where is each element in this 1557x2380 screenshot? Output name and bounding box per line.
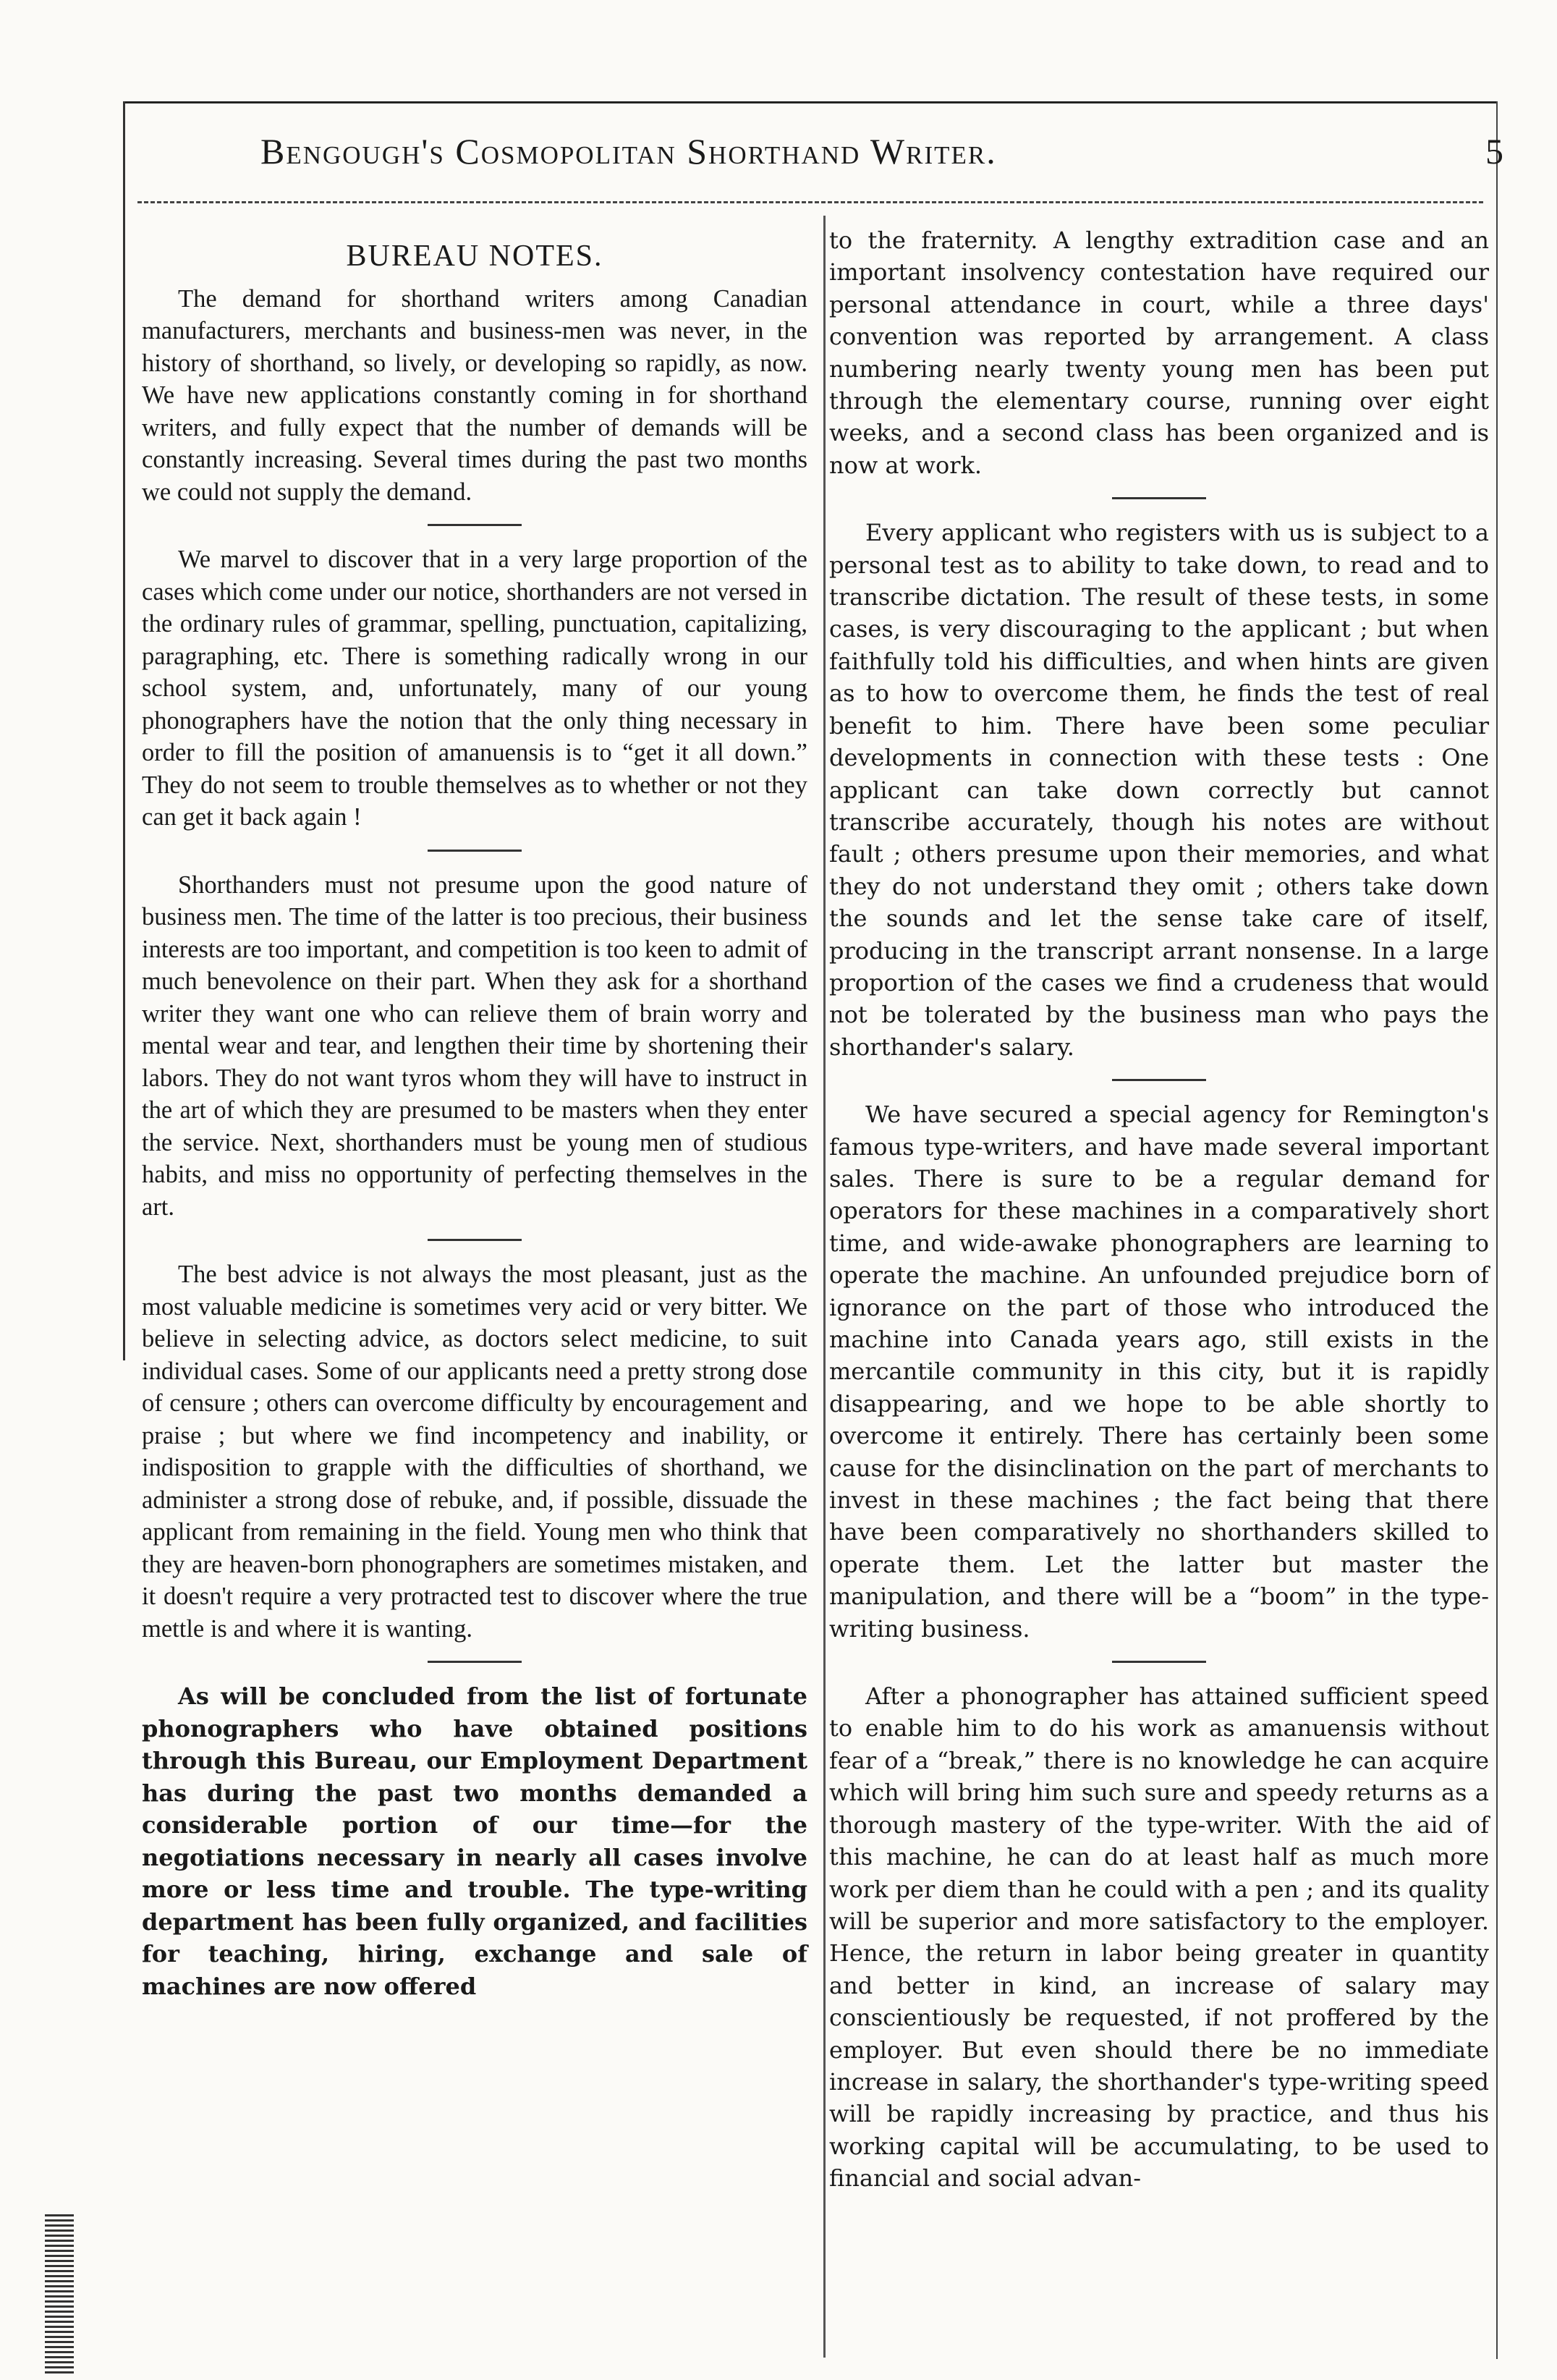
page-number: 5 [1485, 131, 1505, 171]
paragraph-applicant-test: Every applicant who registers with us is subject to a personal test as to ability to take down, to read and to transcribe dictation. The result of these tests, in some cases, is very discouraging to the applicant ; but when faithfully told his difficulties, and when hints are given as to how to overcome them, he finds the test of real benefit to him. There have been some peculiar developments in connection with these tests : One applicant can take down correctly but cannot transcribe accurately, though his notes are without fault ; others presume upon their memories, and what they do not understand they omit ; others take down the sounds and let the sense take care of itself, producing in the transcript arrant nonsense. In a large proportion of the cases we find a crudeness that would not be tolerated by the business man who pays the shorthander's salary. [829, 519, 1489, 1061]
right-column [829, 224, 1489, 2195]
paragraph-business-men: Shorthanders must not presume upon the good nature of business men. The time of the latter is too precious, their business interests are too important, and competition is too keen to admit of much benevolence on their part. When they ask for a shorthand writer they want one who can relieve them of brain worry and mental wear and tear, and lengthen their time by shortening their labors. They do not want tyros whom they will have to instruct in the art of which they are presumed to be masters when they enter the service. Next, shorthanders must be young men of studious habits, and miss no opportunity of perfecting themselves in the art. [142, 871, 807, 1221]
separator-rule [428, 1239, 522, 1241]
separator-rule [1112, 1079, 1206, 1081]
section-title: BUREAU NOTES. [346, 240, 603, 273]
separator-rule [1112, 1661, 1206, 1663]
publication-title: Bengough's Cosmopolitan Shorthand Writer. [260, 131, 997, 171]
paragraph-grammar: We marvel to discover that in a very large proportion of the cases which come under our notice, shorthanders are not versed in the ordinary rules of grammar, spelling, punctuation, capitalizing, paragraphing, etc. There is something radically wrong in our school system, and, unfortunately, many of our young phonographers have the notion that the only thing necessary in order to fill the position of amanuensis is to “get it all down.” They do not seem to trouble themselves as to whether or not they can get it back again ! [142, 546, 807, 831]
separator-rule [1112, 497, 1206, 499]
paragraph-fraternity: to the fraternity. A lengthy extradition case and an important insolvency contestation have required our personal attendance in court, while a three days' convention was reported by arrangement. A class numbering nearly twenty young men has been put through the elementary course, running over eight weeks, and a second class has been organized and is now at work. [829, 226, 1489, 479]
header-dashed-rule [137, 201, 1483, 203]
right-border-rule [1496, 101, 1498, 2359]
left-column [142, 224, 807, 2002]
separator-rule [428, 1661, 522, 1663]
paragraph-remington: We have secured a special agency for Remington's famous type-writers, and have made several important sales. There is sure to be a regular demand for operators for these machines in a comparatively short time, and wide-awake phonographers are learning to operate the machine. An unfounded prejudice born of ignorance on the part of those who introduced the machine into Canada years ago, still exists in the mercantile community in this city, but it is rapidly disappearing, and we hope to be able shortly to overcome it entirely. There has certainly been some cause for the disinclination on the part of merchants to invest in these machines ; the fact being that there have been comparatively no shorthanders skilled to operate them. Let the latter but master the manipulation, and there will be a “boom” in the type-writing business. [829, 1101, 1489, 1643]
column-divider [823, 216, 826, 2358]
top-rule [123, 101, 1498, 103]
separator-rule [428, 850, 522, 852]
binding-edge-marks [45, 2214, 74, 2373]
separator-rule [428, 524, 522, 526]
running-header [260, 130, 1505, 188]
paragraph-type-writer: After a phonographer has attained sufficient speed to enable him to do his work as amanuensis without fear of a “break,” there is no knowledge he can acquire which will bring him such sure and speedy returns as a thorough mastery of the type-writer. With the aid of this machine, he can do at least half as much more work per diem than he could with a pen ; and its quality will be superior and more satisfactory to the employer. Hence, the return in labor being greater in quantity and better in kind, an increase of salary may conscientiously be requested, if not proffered by the employer. But even should there be no immediate increase in salary, the shorthander's type-writing speed will be rapidly increasing by practice, and thus his working capital will be accumulating, to be used to financial and social advan- [829, 1682, 1489, 2193]
paragraph-advice: The best advice is not always the most pleasant, just as the most valuable medicine is sometimes very acid or very bitter. We believe in selecting advice, as doctors select medicine, to suit individual cases. Some of our applicants need a pretty strong dose of censure ; others can overcome difficulty by encouragement and praise ; but where we find incompetency and inability, or indisposition to grapple with the difficulties of shorthand, we administer a strong dose of rebuke, and, if possible, dissuade the applicant from remaining in the field. Young men who think that they are heaven-born phonographers are sometimes mistaken, and it doesn't require a very protracted test to discover where the true mettle is and where it is wanting. [142, 1261, 807, 1643]
paragraph-demand: The demand for shorthand writers among Canadian manufacturers, merchants and business-men was never, in the history of shorthand, so lively, or developing so rapidly, as now. We have new applications constantly coming in for shorthand writers, and fully expect that the number of demands will be constantly increasing. Several times during the past two months we could not supply the demand. [142, 284, 807, 506]
paragraph-employment: As will be concluded from the list of fortunate phonographers who have obtained positions through this Bureau, our Employment Department has during the past two months demanded a considerable portion of our time—for the negotiations necessary in nearly all cases involve more or less time and trouble. The type-writing department has been fully organized, and facilities for teaching, hiring, exchange and sale of machines are now offered [142, 1682, 807, 2000]
left-border-rule [123, 101, 125, 1360]
